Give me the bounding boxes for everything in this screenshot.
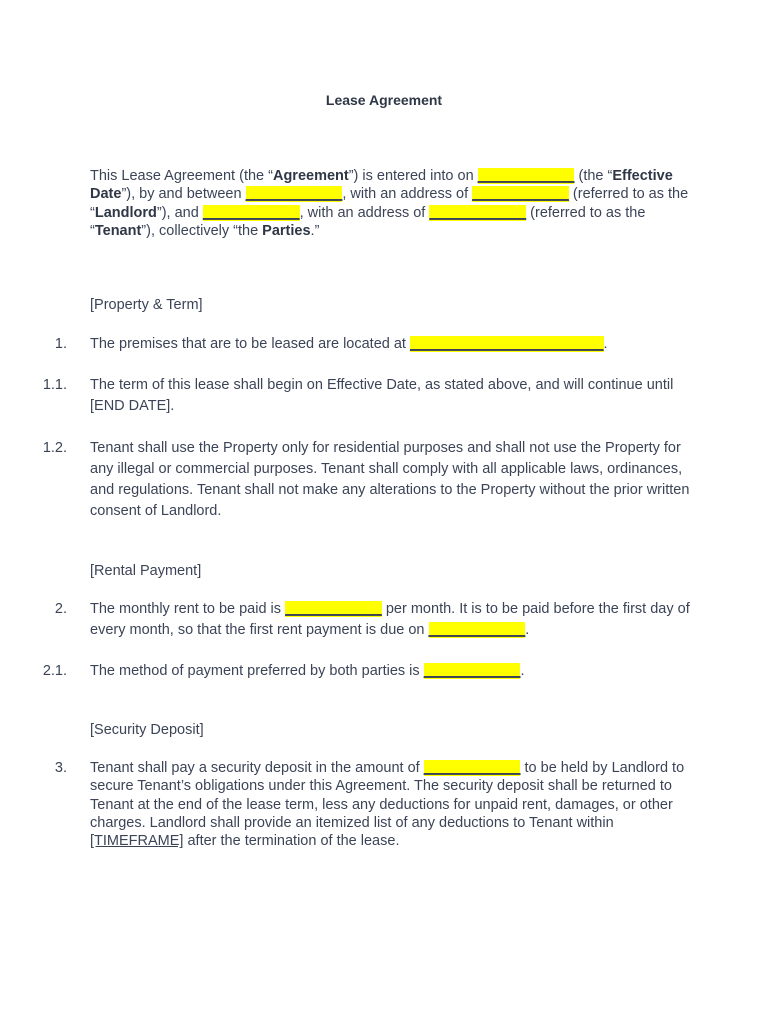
intro-text: ”), collectively “the [141, 222, 263, 239]
intro-text: (referred to as the “ [90, 186, 689, 221]
clause-text: to be held by Landlord to secure Tenant’s obligations under this Agreement. The security deposit shall be returned to Tenant at the end of the lease term, less any deductions for unpaid rent, damages, or other charges. Landlord shall provide an itemized list of any deductions to Tenant within [90, 760, 685, 831]
clause-number: 1.2. [42, 440, 67, 456]
clause-text: . [525, 622, 530, 638]
clause-number: 2. [54, 601, 67, 617]
intro-text: .” [310, 222, 320, 239]
clause-1 [90, 334, 690, 355]
clause-text: after the termination of the lease. [183, 833, 400, 850]
effective-date-term: Effective Date [90, 168, 673, 203]
timeframe-placeholder[interactable]: [TIMEFRAME] [90, 833, 184, 850]
payment-method-blank[interactable]: ____________ [423, 663, 521, 679]
section-heading-property-term: [Property & Term] [90, 297, 203, 313]
premises-location-blank[interactable]: ________________________ [410, 336, 604, 352]
intro-paragraph [90, 167, 690, 240]
tenant-name-blank[interactable]: ____________ [202, 204, 300, 221]
intro-text: , with an address of [299, 204, 430, 221]
clause-1-2: Tenant shall use the Property only for residential purposes and shall not use the Property for any illegal or commercial purposes. Tenant shall comply with all applicable laws, ordinances, and regulations. Tenant shall not make any alterations to the Property without the prior written consent of Landlord. [90, 440, 690, 519]
security-deposit-blank[interactable]: ____________ [423, 760, 521, 776]
clause-2-1 [90, 661, 690, 682]
clause-3 [90, 759, 690, 850]
landlord-name-blank[interactable]: ____________ [245, 186, 343, 203]
clause-2 [90, 599, 690, 641]
intro-text: ”), by and between [121, 186, 246, 203]
first-payment-date-blank[interactable]: ____________ [428, 622, 526, 638]
intro-text: This Lease Agreement (the “ [90, 168, 273, 184]
clause-text: . [520, 663, 525, 679]
intro-text: ”) is entered into on [348, 168, 478, 184]
tenant-address-blank[interactable]: ____________ [429, 204, 527, 221]
parties-term: Parties [262, 222, 311, 239]
clause-1-1: The term of this lease shall begin on Effective Date, as stated above, and will continue until [END DATE]. [90, 377, 674, 414]
agreement-term: Agreement [272, 168, 349, 184]
monthly-rent-blank[interactable]: ____________ [285, 601, 382, 617]
clause-number: 1. [54, 336, 67, 352]
section-heading-rental-payment: [Rental Payment] [90, 563, 202, 579]
clause-text: The method of payment preferred by both parties is [90, 663, 424, 679]
intro-text: ”), and [156, 204, 203, 221]
intro-text: , with an address of [342, 186, 473, 203]
clause-number: 3. [54, 760, 67, 776]
intro-text: (referred to as the “ [90, 204, 646, 239]
clause-text: The premises that are to be leased are located at [90, 336, 410, 352]
section-heading-security-deposit: [Security Deposit] [90, 722, 204, 738]
clause-text: per month. It is to be paid before the first day of every month, so that the first rent payment is due on [90, 601, 690, 638]
landlord-term: Landlord [94, 204, 157, 221]
landlord-address-blank[interactable]: ____________ [472, 186, 569, 203]
document-title: Lease Agreement [325, 92, 443, 108]
effective-date-blank[interactable]: ____________ [477, 168, 575, 184]
clause-number: 1.1. [42, 377, 67, 393]
clause-text: . [603, 336, 608, 352]
tenant-term: Tenant [94, 222, 142, 239]
intro-text: (the “ [574, 168, 613, 184]
clause-text: Tenant shall pay a security deposit in the amount of [90, 760, 424, 776]
clause-number: 2.1. [42, 663, 67, 679]
clause-text: The monthly rent to be paid is [90, 601, 286, 617]
